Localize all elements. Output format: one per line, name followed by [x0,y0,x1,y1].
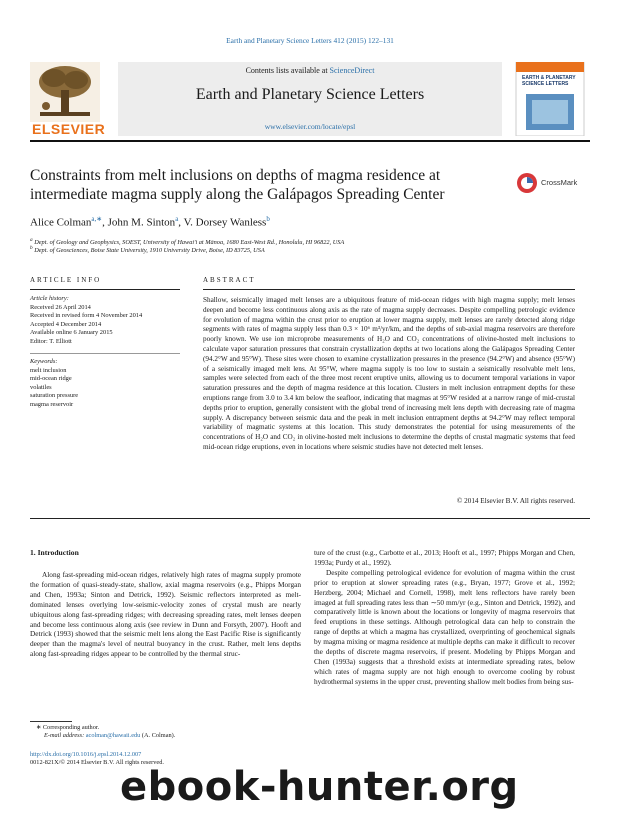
keyword-item: volatiles [30,383,52,391]
abstract-copyright: © 2014 Elsevier B.V. All rights reserved. [456,497,575,505]
sciencedirect-link[interactable]: ScienceDirect [329,66,375,75]
article-title [30,166,500,204]
history-item: Received 26 April 2014 [30,303,91,311]
history-label: Article history: [30,295,69,302]
journal-reference[interactable]: Earth and Planetary Science Letters 412 (2015) 122–131 [226,36,394,45]
history-item: Available online 6 January 2015 [30,329,113,337]
affiliation-mark: b [30,245,33,251]
doi-link[interactable]: http://dx.doi.org/10.1016/j.epsl.2014.12.007 [30,751,142,758]
crossmark-icon [516,172,538,194]
intro-paragraph: ture of the crust (e.g., Carbotte et al., 2013; Hooft et al., 1997; Phipps Morgan and Chen, 1993a; Purdy et al., 1992). [314,548,575,567]
history-item: Accepted 4 December 2014 [30,320,102,328]
author-name[interactable]: Alice Colman [30,216,92,229]
keywords-label: Keywords: [30,358,58,365]
intro-paragraph: Despite compelling petrological evidence for evolution of magma within the crust prior to eruption at slower spreading rates (e.g., Bryan, 1977; Grove et al., 1992; Herzberg, 2004; Michael and Cornell, 1998), melt lens reflectors have rarely been imaged at full spreading rates less than ∼50 mm/yr (e.g., Sinton and Detrick, 1992), and comparatively little is known about the locations or longevity of magma reservoirs that feed eruptions in these settings. Although petrological data can help to constrain the range of depths at which a magma has crystallized, overprinting of geochemical signals by magma mixing or magma residence at multiple depths can make it difficult to recover the depths of discrete magma reservoirs, if present. Modeling by Phipps Morgan and Chen (1993a) suggests that a threshold exists at intermediate spreading rates, below which rates of magma supply are not high enough to overcome cooling by robust hydrothermal systems in the upper crust, preventing shallow melt bodies from being sus- [314,567,575,686]
footnote-rule [30,721,72,722]
keyword-item: melt inclusion [30,366,67,374]
keywords [30,358,180,410]
article-history [30,295,180,347]
corresponding-author: Corresponding author. [42,724,100,731]
affiliation-text: Dept. of Geology and Geophysics, SOEST, University of Hawai'i at Mānoa, 1680 East-West Rd., Honolulu, HI 96822, USA [34,239,345,247]
affiliation-b [30,245,265,254]
journal-name: Earth and Planetary Science Letters [195,86,425,103]
section-heading-introduction: 1. Introduction [30,548,79,557]
affiliation-mark: a [30,237,33,243]
keyword-item: mid-ocean ridge [30,375,72,383]
abstract-heading: ABSTRACT [203,276,256,284]
publisher-logo-text: ELSEVIER [32,121,106,137]
watermark: ebook-hunter.org [120,764,519,810]
article-info-heading: ARTICLE INFO [30,276,102,284]
intro-right-column [314,548,575,687]
keyword-item: magma reservoir [30,400,74,408]
author-superscript[interactable]: a,∗ [91,215,103,223]
crossmark-label: CrossMark [541,178,578,187]
cover-title: EARTH & PLANETARY SCIENCE LETTERS [522,75,576,87]
footnote [30,724,300,740]
header-rule [30,58,590,142]
keyword-item: saturation pressure [30,392,79,400]
article-info-rule [30,289,180,290]
issn-line: 0012-821X/© 2014 Elsevier B.V. All rights reserved. [30,759,164,766]
intro-paragraph: Along fast-spreading mid-ocean ridges, relatively high rates of magma supply promote the formation of quasi-steady-state, shallow, axial magma reservoirs (e.g., Phipps Morgan and Chen, 1993a; Sinton and Detrick, 1992). Seismic reflectors interpreted as melt-dominated lenses overlying low-seismic-velocity zones of crystal mush are nearly ubiquitous along fast-spreading ridges; with decreasing spreading rates, melt lenses deepen and become less continuous along axis (see review in Dunn and Forsyth, 2007). Hooft and Detrick (1993) showed that the seismic melt lens along the East Pacific Rise is significantly deeper than the magma's level of neutral buoyancy in the crust. Rather, melt lens depths along fast-spreading ridges appear to be controlled by the thermal struc- [30,570,301,659]
affiliation-text: Dept. of Geosciences, Boise State University, 1910 University Drive, Boise, ID 83725, USA [34,247,265,255]
history-item: Received in revised form 4 November 2014 [30,312,143,320]
history-item: Editor: T. Elliott [30,337,72,345]
author-name[interactable]: V. Dorsey Wanless [183,216,267,229]
abstract-bottom-rule [30,518,590,519]
info-divider [30,353,180,354]
abstract-rule [203,289,575,290]
author-superscript[interactable]: b [266,215,270,223]
email-label: E-mail address: [44,732,86,739]
footnote-mark: ∗ [36,724,42,731]
crossmark-badge[interactable] [516,172,596,196]
author-superscript[interactable]: a [175,215,179,223]
email-suffix: (A. Colman). [140,732,176,739]
contents-prefix: Contents lists available at [245,66,330,75]
author-list: Alice Colman$^{a,∗}$, John M. Sinton$^a$, V. Dorsey Wanless$^b$ [30,215,270,229]
abstract-text: Shallow, seismically imaged melt lenses are a ubiquitous feature of mid-ocean ridges with high magma supply; melt lenses deepen and become less continuous along axis as the rate of magma supply decreases. Despite compelling petrologic evidence for evolution of magma within the crust prior to eruption at lower magma supply, melt lenses are rarely detected along ridge segments with rates of magma supply less than 0.3 × 10⁶ m³/yr/km, and the depths of sub-axial magma reservoirs are therefore poorly known. We use ion microprobe measurements of H₂O and CO₂ concentrations of olivine-hosted melt inclusions to calculate vapor saturation pressures that constrain crystallization depths at two locations along the Galápagos Spreading Center (94.2°W and 95°W). These sites were chosen to examine crystallization pressures in the presence (94.2°W) and absence (95°W) of a seismically imaged melt lens. At 95°W, where magma supply is too low to sustain a seismically resolvable melt lens, samples were selected from each of the three most recent eruptive units, allowing us to document temporal variations in vapor saturation pressures and the depth of magma residence at this location. Clusters in melt inclusion entrapment depths for these eruptions range from 3.0 to 3.4 km below the seafloor, indicating that magmas at 95°W resided at a narrow range of mid-crustal depths prior to eruption, generally consistent with the global trend of increasing melt lens depth with decreasing rate of magma supply. A discrepancy between seismic data and the peak in melt inclusion entrapment depths at 94.2°W may reflect temporal variability of magmatic systems at this location. This study demonstrates the potential for using measurements of the concentrations of H₂O and CO₂ in olivine-hosted melt inclusions to determine the depths of crustal magmatic systems that feed mid-ocean ridge eruptions, even in locations where seismic studies have not detected melt lenses. [203,296,575,451]
author-name[interactable]: John M. Sinton [107,216,176,229]
title-line-1: Constraints from melt inclusions on depths of magma residence at [30,167,441,184]
intro-left-column [30,570,301,659]
journal-url-link[interactable]: www.elsevier.com/locate/epsl [264,122,356,131]
email-link[interactable]: acolman@hawaii.edu [85,732,141,739]
title-line-2: intermediate magma supply along the Galápagos Spreading Center [30,186,445,203]
